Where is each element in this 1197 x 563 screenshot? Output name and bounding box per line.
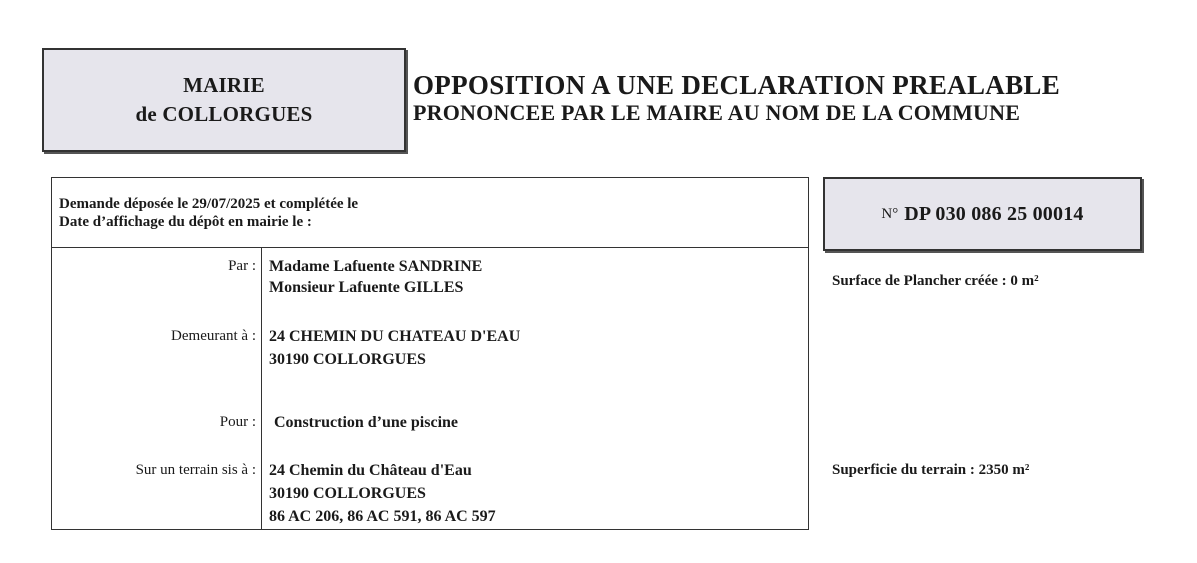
mairie-commune: de COLLORGUES	[135, 102, 313, 126]
document-title: OPPOSITION A UNE DECLARATION PREALABLE	[413, 70, 1061, 100]
dossier-number-box	[823, 177, 1142, 251]
land-street: 24 Chemin du Château d'Eau	[269, 462, 472, 479]
purpose-label: Pour :	[219, 414, 256, 430]
address-label: Demeurant à :	[171, 328, 256, 344]
dossier-number-prefix: N°	[881, 205, 899, 222]
deposit-date-line: Demande déposée le 29/07/2025 et complétée le	[59, 196, 359, 212]
land-label: Sur un terrain sis à :	[135, 462, 256, 478]
column-divider	[261, 248, 262, 529]
mairie-name: MAIRIE	[183, 73, 265, 97]
superficie-terrain: Superficie du terrain : 2350 m²	[832, 462, 1030, 478]
surface-plancher: Surface de Plancher créée : 0 m²	[832, 273, 1039, 289]
document-subtitle: PRONONCEE PAR LE MAIRE AU NOM DE LA COMMUNE	[413, 100, 1021, 125]
applicant-label: Par :	[228, 258, 256, 274]
land-parcels: 86 AC 206, 86 AC 591, 86 AC 597	[269, 508, 496, 525]
request-details-box	[51, 177, 809, 530]
display-date-line: Date d’affichage du dépôt en mairie le :	[59, 214, 312, 230]
document-title-block	[413, 70, 1060, 126]
dossier-number: DP 030 086 25 00014	[904, 202, 1084, 225]
applicant-1: Madame Lafuente SANDRINE	[269, 258, 483, 275]
request-header	[52, 178, 808, 248]
mairie-box	[42, 48, 406, 152]
applicant-2: Monsieur Lafuente GILLES	[269, 279, 464, 296]
purpose-value: Construction d’une piscine	[274, 414, 459, 431]
address-city: 30190 COLLORGUES	[269, 351, 426, 368]
address-street: 24 CHEMIN DU CHATEAU D'EAU	[269, 328, 521, 345]
land-city: 30190 COLLORGUES	[269, 485, 426, 502]
